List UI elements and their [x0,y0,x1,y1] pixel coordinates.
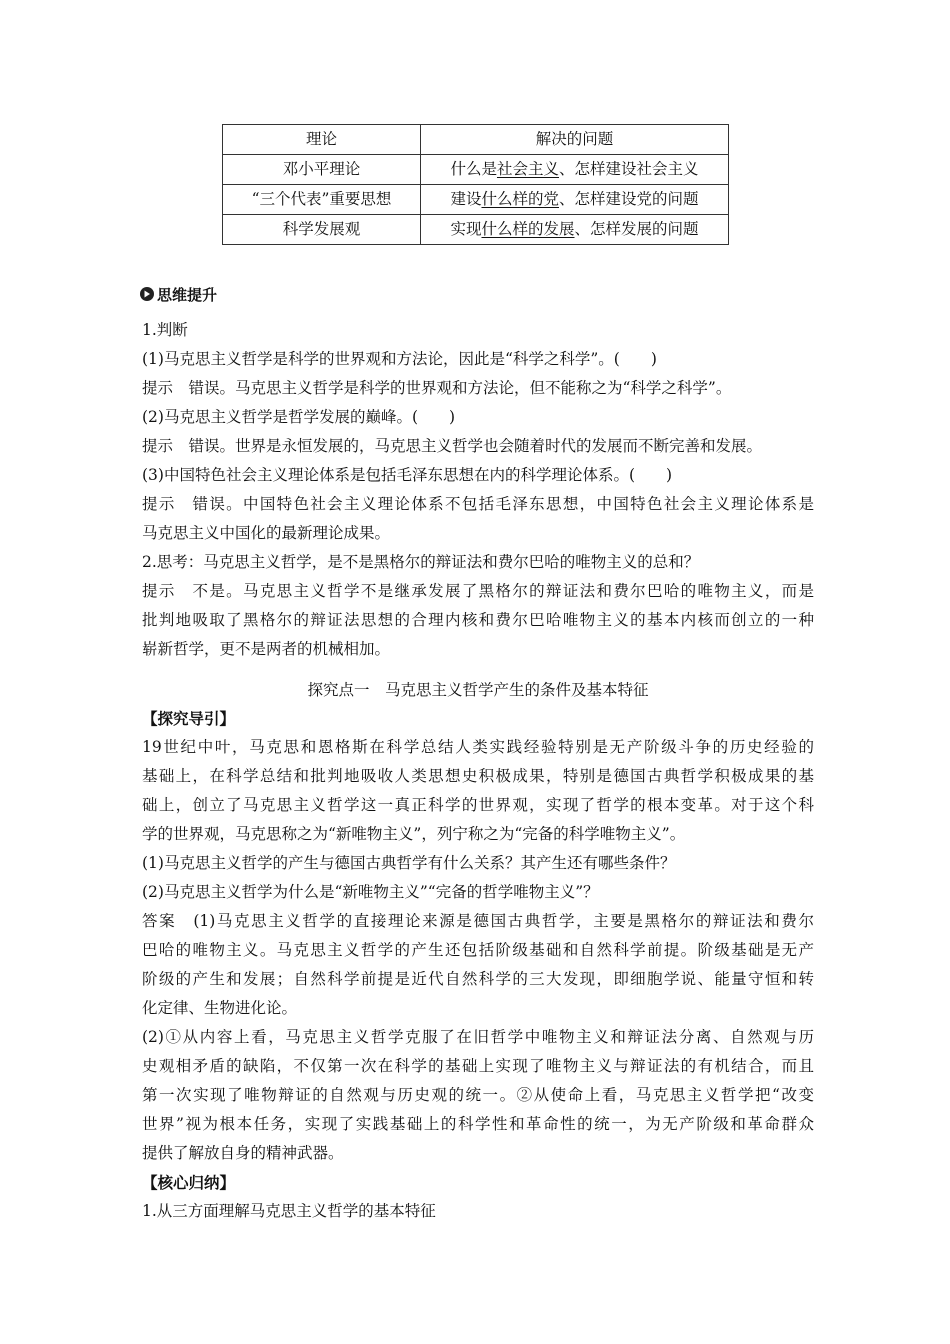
text-line: 19世纪中叶，马克思和恩格斯在科学总结人类实践经验特别是无产阶级斗争的历史经验的 [142,738,814,756]
text-line: 提示 不是。马克思主义哲学不是继承发展了黑格尔的辩证法和费尔巴哈的唯物主义，而是 [142,582,814,600]
text-line: 提示 错误。中国特色社会主义理论体系不包括毛泽东思想，中国特色社会主义理论体系是 [142,495,814,513]
text-line: (2)①从内容上看，马克思主义哲学克服了在旧哲学中唯物主义和辩证法分离、自然观与历 [142,1028,814,1046]
text-line: 2.思考：马克思主义哲学，是不是黑格尔的辩证法和费尔巴哈的唯物主义的总和？ [142,553,700,571]
explore-section [142,704,814,1226]
text-line: 世界”视为根本任务，实现了实践基础上的科学性和革命性的统一，为无产阶级和革命群众 [142,1115,814,1133]
text-line: 巴哈的唯物主义。马克思主义哲学的产生还包括阶级基础和自然科学前提。阶级基础是无产 [142,941,814,959]
text-line: 第一次实现了唯物辩证的自然观与历史观的统一。②从使命上看，马克思主义哲学把“改变 [142,1086,814,1104]
table-row [223,155,729,185]
table-header-row [223,125,729,155]
thinking-heading-text: 思维提升 [157,285,218,304]
table-header-cell: 理论 [223,125,421,155]
thinking-heading [140,284,217,304]
text-line: 提供了解放自身的精神武器。 [142,1144,344,1162]
theory-table [222,124,729,245]
text-line: 1.从三方面理解马克思主义哲学的基本特征 [142,1202,436,1220]
text-line: (1)马克思主义哲学是科学的世界观和方法论，因此是“科学之科学”。( ) [142,350,657,368]
text-line: 化定律、生物进化论。 [142,999,298,1017]
theory-cell: 科学发展观 [223,215,421,245]
theory-cell: “三个代表”重要思想 [223,185,421,215]
text-line: 答案 (1)马克思主义哲学的直接理论来源是德国古典哲学，主要是黑格尔的辩证法和费尔 [142,912,814,930]
table-row [223,215,729,245]
text-line: 提示 错误。马克思主义哲学是科学的世界观和方法论，但不能称之为“科学之科学”。 [142,379,732,397]
question-cell: 建设什么样的党、怎样建设党的问题 [421,185,729,215]
text-line: 批判地吸取了黑格尔的辩证法思想的合理内核和费尔巴哈唯物主义的基本内核而创立的一种 [142,611,814,629]
core-heading: 【核心归纳】 [142,1173,236,1192]
table-header-cell: 解决的问题 [421,125,729,155]
question-cell: 什么是社会主义、怎样建设社会主义 [421,155,729,185]
text-line: 础上，创立了马克思主义哲学这一真正科学的世界观，实现了哲学的根本变革。对于这个科 [142,796,814,814]
text-line: (2)马克思主义哲学为什么是“新唯物主义”“完备的哲学唯物主义”？ [142,883,599,901]
text-line: (2)马克思主义哲学是哲学发展的巅峰。( ) [142,408,456,426]
text-line: (3)中国特色社会主义理论体系是包括毛泽东思想在内的科学理论体系。( ) [142,466,673,484]
text-line: 提示 错误。世界是永恒发展的，马克思主义哲学也会随着时代的发展而不断完善和发展。 [142,437,763,455]
guide-heading: 【探究导引】 [142,709,236,728]
text-line: 1.判断 [142,321,188,339]
thinking-section [142,316,814,664]
question-cell: 实现什么样的发展、怎样发展的问题 [421,215,729,245]
text-line: 崭新哲学，更不是两者的机械相加。 [142,640,391,658]
text-line: 基础上，在科学总结和批判地吸收人类思想史积极成果，特别是德国古典哲学积极成果的基 [142,767,814,785]
text-line: 史观相矛盾的缺陷，不仅第一次在科学的基础上实现了唯物主义与辩证法的有机结合，而且 [142,1057,814,1075]
table-row [223,185,729,215]
explore-title: 探究点一 马克思主义哲学产生的条件及基本特征 [307,681,649,699]
text-line: (1)马克思主义哲学的产生与德国古典哲学有什么关系？其产生还有哪些条件？ [142,854,676,872]
play-icon [140,287,154,301]
text-line: 学的世界观，马克思称之为“新唯物主义”，列宁称之为“完备的科学唯物主义”。 [142,825,686,843]
text-line: 阶级的产生和发展；自然科学前提是近代自然科学的三大发现，即细胞学说、能量守恒和转 [142,970,814,988]
text-line: 马克思主义中国化的最新理论成果。 [142,524,391,542]
theory-cell: 邓小平理论 [223,155,421,185]
